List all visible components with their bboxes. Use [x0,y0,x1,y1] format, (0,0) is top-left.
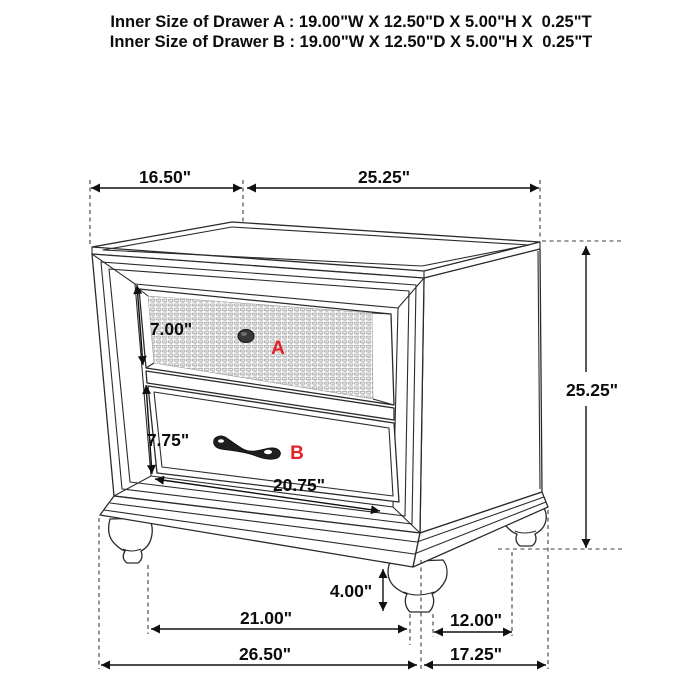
dim-leg-span-front-label: 21.00" [239,608,293,628]
dim-drawer-b-width-label: 20.75" [272,475,326,495]
drawer-a-knob-icon [238,330,254,343]
dim-top-depth-label: 16.50" [138,167,192,187]
dim-leg-height [330,569,383,611]
foot-front-right [388,560,447,612]
drawer-b-handle-hole-left [218,439,224,443]
dim-top-depth [91,167,242,188]
header-line-1: Inner Size of Drawer A : 19.00"W X 12.50"D X 5.00"H X 0.25"T [110,13,592,31]
dim-overall-width [101,644,417,665]
dim-overall-depth-label: 17.25" [449,644,503,664]
drawer-b-handle-hole-right [264,450,272,454]
dim-leg-height-label: 4.00" [329,581,373,601]
dim-leg-span-side [434,610,512,632]
side-face [420,249,542,533]
furniture-drawing [92,222,548,612]
dim-top-width [247,167,539,188]
dim-drawer-b-height-label: 7.75" [146,430,190,450]
dim-overall-height-label: 25.25" [565,380,619,400]
dim-drawer-a-height-label: 7.00" [149,319,193,339]
drawer-b-label: B [290,443,304,464]
header-line-2: Inner Size of Drawer B : 19.00"W X 12.50"D X 5.00"H X 0.25"T [109,33,593,51]
dim-top-width-label: 25.25" [357,167,411,187]
header [110,13,592,51]
dim-leg-span-front [151,608,407,629]
foot-front-left [109,518,153,563]
dim-overall-height [566,246,618,548]
drawer-a-label: A [271,338,285,359]
dim-overall-depth [424,644,546,665]
drawer-a-knob-highlight [241,332,247,336]
dim-leg-span-side-label: 12.00" [449,610,503,630]
dim-overall-width-label: 26.50" [238,644,292,664]
